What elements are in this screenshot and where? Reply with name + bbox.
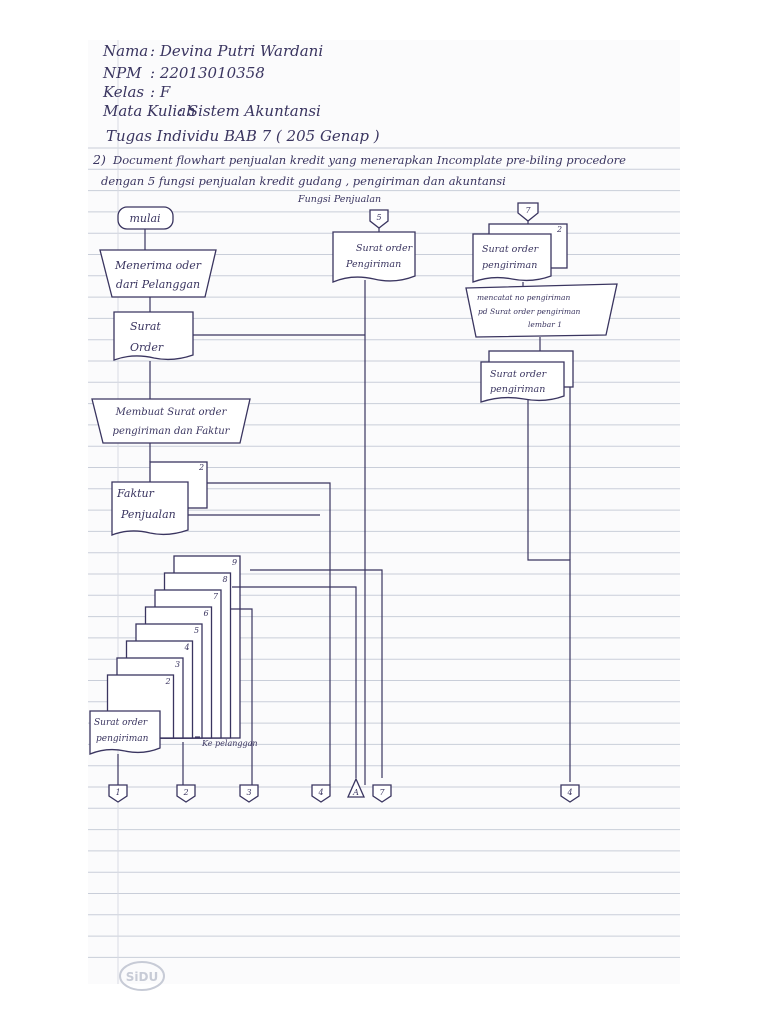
copy-number: 2 [165,677,171,686]
shipping-order-7-label-2: pengiriman [482,260,538,271]
copy-number: 9 [232,558,238,567]
record-label-3: lembar 1 [528,320,562,329]
record-label-2: pd Surat order pengiriman [478,307,581,316]
record-label-1: mencatat no pengiriman [477,293,571,302]
course-label: Mata Kuliah [103,102,196,120]
shipping-order-5-label-1: Surat order [356,243,413,254]
shipping-order-5-label-2: Pengiriman [346,259,402,270]
npm-value: : 22013010358 [150,64,265,82]
course-value: : Sistem Akuntansi [178,102,321,120]
question-line-1: Document flowhart penjualan kredit yang menerapkan Incomplate pre-biling procedore [113,153,626,167]
question-line-2: dengan 5 fungsi penjualan kredit gudang , pengiriman dan akuntansi [101,174,506,188]
make-docs-label-1: Membuat Surat order [115,407,227,418]
invoice-label-2: Penjualan [121,508,176,521]
shipping-order-7b-label-1: Surat order [490,369,547,380]
receive-order-label-1: Menerima oder [114,259,202,272]
copy-number: 3 [175,660,181,669]
shipping-order-label-1: Surat order [94,718,148,728]
copy-number: 8 [222,575,228,584]
to-customer-label: Ke pelanggan [202,739,258,748]
copy-number: 4 [184,643,190,652]
receive-order-label-2: dari Pelanggan [115,278,201,291]
offpage-connector-label: 3 [246,788,252,797]
name-label: Nama [103,42,149,60]
shipping-order-7-label-1: Surat order [482,244,539,255]
question-number: 2) [93,152,106,167]
offpage-connector-label: 7 [379,788,385,797]
name-value: : Devina Putri Wardani [150,42,324,60]
npm-label: NPM [103,64,142,82]
assignment-title: Tugas Individu BAB 7 ( 205 Genap ) [106,127,380,145]
invoice-label-1: Faktur [117,487,154,500]
class-label: Kelas [103,83,145,101]
copy-number: 7 [213,592,219,601]
offpage-connector-label: A [353,788,359,797]
make-docs-label-2: pengiriman dan Faktur [112,426,230,437]
start-label: mulai [129,212,161,225]
shipping-order-7b-label-2: pengiriman [490,384,546,395]
offpage-connector-label: 4 [567,788,573,797]
column-title: Fungsi Penjualan [298,194,382,205]
connector-7-top-label: 7 [525,206,531,215]
shipping-order-5-document [333,232,415,282]
shipping-order-7b-document [481,362,564,402]
shipping-order-7-document [473,234,551,282]
class-value: : F [150,83,171,101]
offpage-connector-label: 1 [115,788,121,797]
copy-number: 5 [194,626,200,635]
order-doc-label-1: Surat [130,320,161,333]
offpage-connector-label: 4 [318,788,324,797]
invoice-copy-number: 2 [199,463,205,472]
shipping-order-7-copy-number: 2 [557,225,563,234]
connector-5-label: 5 [376,213,382,222]
offpage-connector-label: 2 [183,788,189,797]
shipping-order-label-2: pengiriman [96,734,149,744]
copy-number: 6 [203,609,209,618]
order-doc-label-2: Order [130,341,164,354]
watermark-text: SiDU [125,970,159,984]
